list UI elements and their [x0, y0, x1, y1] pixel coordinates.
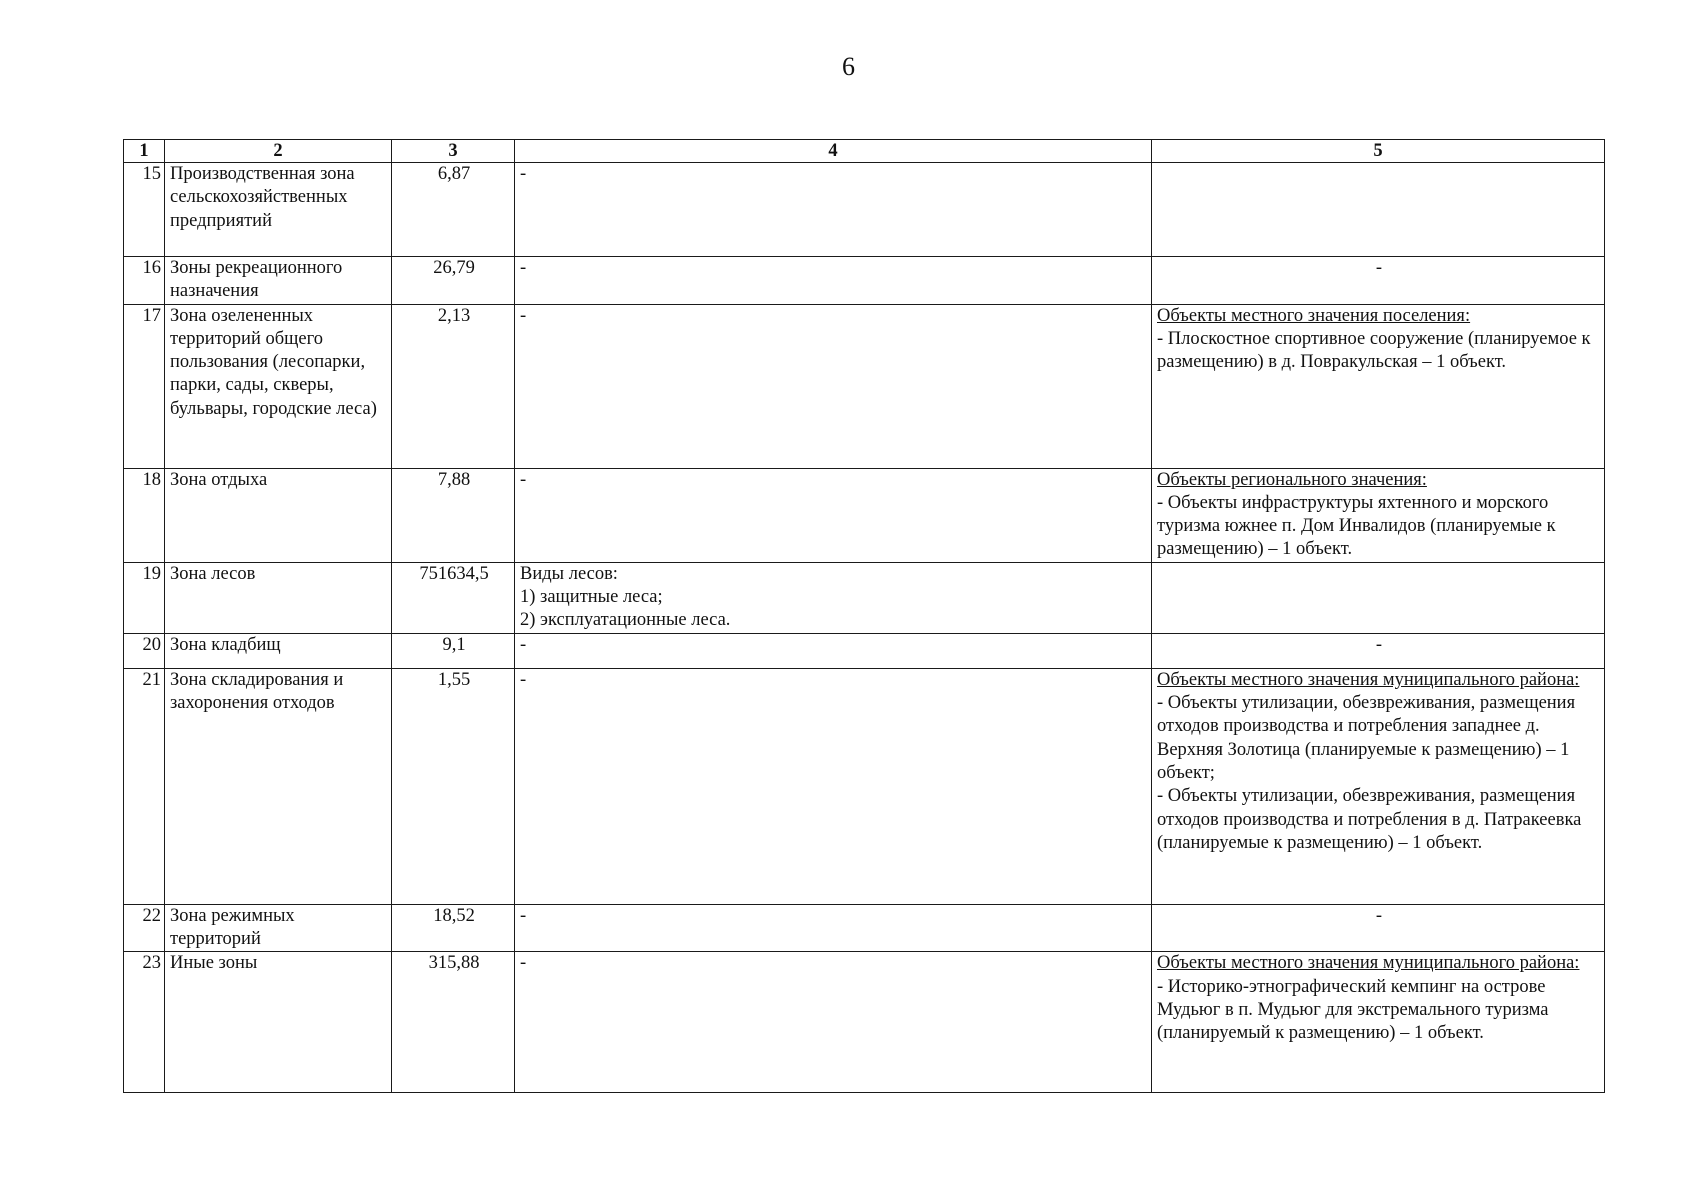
table-row	[124, 633, 1605, 668]
zone-name: Производственная зона сельскохозяйственных предприятий	[165, 163, 392, 257]
zone-area: 315,88	[392, 952, 515, 1093]
zone-name: Зона лесов	[165, 562, 392, 633]
row-number: 21	[124, 668, 165, 904]
header-cell-5: 5	[1152, 140, 1605, 163]
zones-table	[123, 139, 1605, 1093]
zone-objects	[1152, 562, 1605, 633]
zone-area: 6,87	[392, 163, 515, 257]
zone-area: 7,88	[392, 468, 515, 562]
header-cell-4: 4	[515, 140, 1152, 163]
objects-heading: Объекты местного значения муниципального района:	[1157, 669, 1580, 690]
table-row	[124, 163, 1605, 257]
zone-parameters: -	[515, 904, 1152, 952]
table-row	[124, 562, 1605, 633]
zone-name: Зона озелененных территорий общего пользования (лесопарки, парки, сады, скверы, бульвары, городские леса)	[165, 304, 392, 468]
header-cell-2: 2	[165, 140, 392, 163]
row-number: 18	[124, 468, 165, 562]
zone-parameters: -	[515, 304, 1152, 468]
row-number: 16	[124, 257, 165, 305]
objects-heading: Объекты местного значения муниципального района:	[1157, 953, 1580, 974]
row-number: 22	[124, 904, 165, 952]
objects-text: - Объекты инфраструктуры яхтенного и морского туризма южнее п. Дом Инвалидов (планируемые к размещению) – 1 объект.	[1157, 492, 1556, 560]
zone-parameters: -	[515, 468, 1152, 562]
zone-area: 751634,5	[392, 562, 515, 633]
table-row	[124, 952, 1605, 1093]
zone-objects	[1152, 668, 1605, 904]
objects-text: - Историко-этнографический кемпинг на острове Мудьюг в п. Мудьюг для экстремального туризма (планируемый к размещению) – 1 объект.	[1157, 976, 1549, 1044]
zone-objects	[1152, 952, 1605, 1093]
zone-name: Зона режимных территорий	[165, 904, 392, 952]
zone-name: Зоны рекреационного назначения	[165, 257, 392, 305]
zone-parameters: -	[515, 257, 1152, 305]
row-number: 23	[124, 952, 165, 1093]
zone-parameters	[515, 562, 1152, 633]
header-row	[124, 140, 1605, 163]
parameter-line: 2) эксплуатационные леса.	[520, 610, 731, 631]
row-number: 15	[124, 163, 165, 257]
objects-dash: -	[1375, 258, 1383, 278]
table-header	[124, 140, 1605, 163]
table-row	[124, 668, 1605, 904]
page-number: 6	[842, 52, 855, 81]
table-row	[124, 257, 1605, 305]
table-body	[124, 163, 1605, 1093]
zone-area: 2,13	[392, 304, 515, 468]
table-row	[124, 904, 1605, 952]
objects-dash: -	[1375, 634, 1383, 655]
zone-area: 1,55	[392, 668, 515, 904]
parameter-line: 1) защитные леса;	[520, 587, 663, 608]
row-number: 20	[124, 633, 165, 668]
row-number: 19	[124, 562, 165, 633]
objects-text: - Объекты утилизации, обезвреживания, размещения отходов производства и потребления западнее д. Верхняя Золотица (планируемые к размещению) – 1 объект; - Объекты утилизации, обезвреживания, размещения отходов производства и потребления в д. Патракеевка (планируемые к размещению) – 1 объект.	[1157, 693, 1582, 853]
parameter-line: Виды лесов:	[520, 563, 618, 584]
zone-objects	[1152, 163, 1605, 257]
objects-text: - Плоскостное спортивное сооружение (планируемое к размещению) в д. Повракульская – 1 объект.	[1157, 328, 1591, 373]
objects-heading: Объекты регионального значения:	[1157, 469, 1427, 490]
zone-area: 9,1	[392, 633, 515, 668]
table-row	[124, 304, 1605, 468]
zone-area: 26,79	[392, 257, 515, 305]
zone-objects	[1152, 468, 1605, 562]
zone-name: Зона кладбищ	[165, 633, 392, 668]
zone-name: Иные зоны	[165, 952, 392, 1093]
zone-objects	[1152, 633, 1605, 668]
zone-parameters: -	[515, 668, 1152, 904]
zone-area: 18,52	[392, 904, 515, 952]
header-cell-3: 3	[392, 140, 515, 163]
zone-name: Зона складирования и захоронения отходов	[165, 668, 392, 904]
objects-heading: Объекты местного значения поселения:	[1157, 305, 1471, 326]
header-cell-1: 1	[124, 140, 165, 163]
zone-objects	[1152, 304, 1605, 468]
zone-parameters: -	[515, 163, 1152, 257]
zone-name: Зона отдыха	[165, 468, 392, 562]
table-row	[124, 468, 1605, 562]
row-number: 17	[124, 304, 165, 468]
zone-objects	[1152, 904, 1605, 952]
zone-parameters: -	[515, 633, 1152, 668]
objects-dash: -	[1375, 905, 1383, 926]
zone-objects	[1152, 257, 1605, 305]
zone-parameters: -	[515, 952, 1152, 1093]
